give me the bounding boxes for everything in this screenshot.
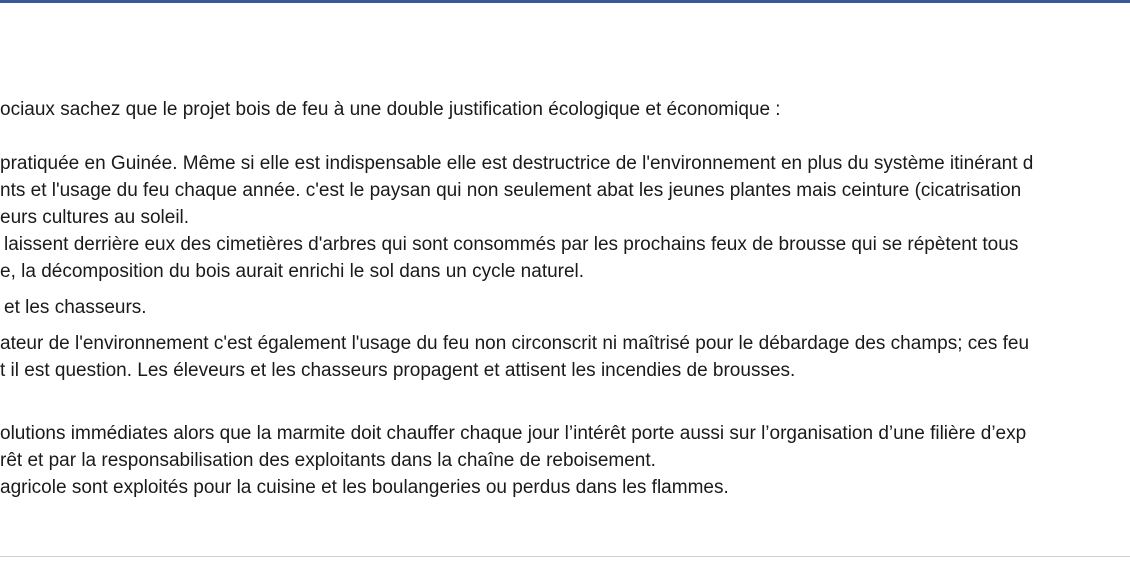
text-line-1: ociaux sachez que le projet bois de feu à une double justification écologique et économique : — [0, 99, 781, 120]
text-line-11: rêt et par la responsabilisation des exploitants dans la chaîne de reboisement. — [0, 450, 656, 471]
text-line-4: eurs cultures au soleil. — [0, 207, 190, 228]
text-line-10: olutions immédiates alors que la marmite doit chauffer chaque jour l’intérêt porte aussi sur l’organisation d’une filière d’exp — [0, 423, 1027, 444]
text-line-7: et les chasseurs. — [4, 297, 147, 318]
text-line-5: laissent derrière eux des cimetières d'arbres qui sont consommés par les prochains feux de brousse qui se répètent tous — [4, 234, 1019, 255]
text-line-3: nts et l'usage du feu chaque année. c'est le paysan qui non seulement abat les jeunes plantes mais ceinture (cicatrisation — [0, 180, 1022, 201]
text-line-12: agricole sont exploités pour la cuisine et les boulangeries ou perdus dans les flammes. — [0, 477, 729, 498]
text-line-2: pratiquée en Guinée. Même si elle est indispensable elle est destructrice de l'environnement en plus du système itinérant d — [0, 153, 1034, 174]
bottom-divider — [0, 556, 1130, 557]
text-line-6: e, la décomposition du bois aurait enrichi le sol dans un cycle naturel. — [0, 261, 585, 282]
text-line-8: ateur de l'environnement c'est également l'usage du feu non circonscrit ni maîtrisé pour le débardage des champs; ces feu — [0, 333, 1030, 354]
text-line-9: t il est question. Les éleveurs et les chasseurs propagent et attisent les incendies de brousses. — [0, 360, 796, 381]
